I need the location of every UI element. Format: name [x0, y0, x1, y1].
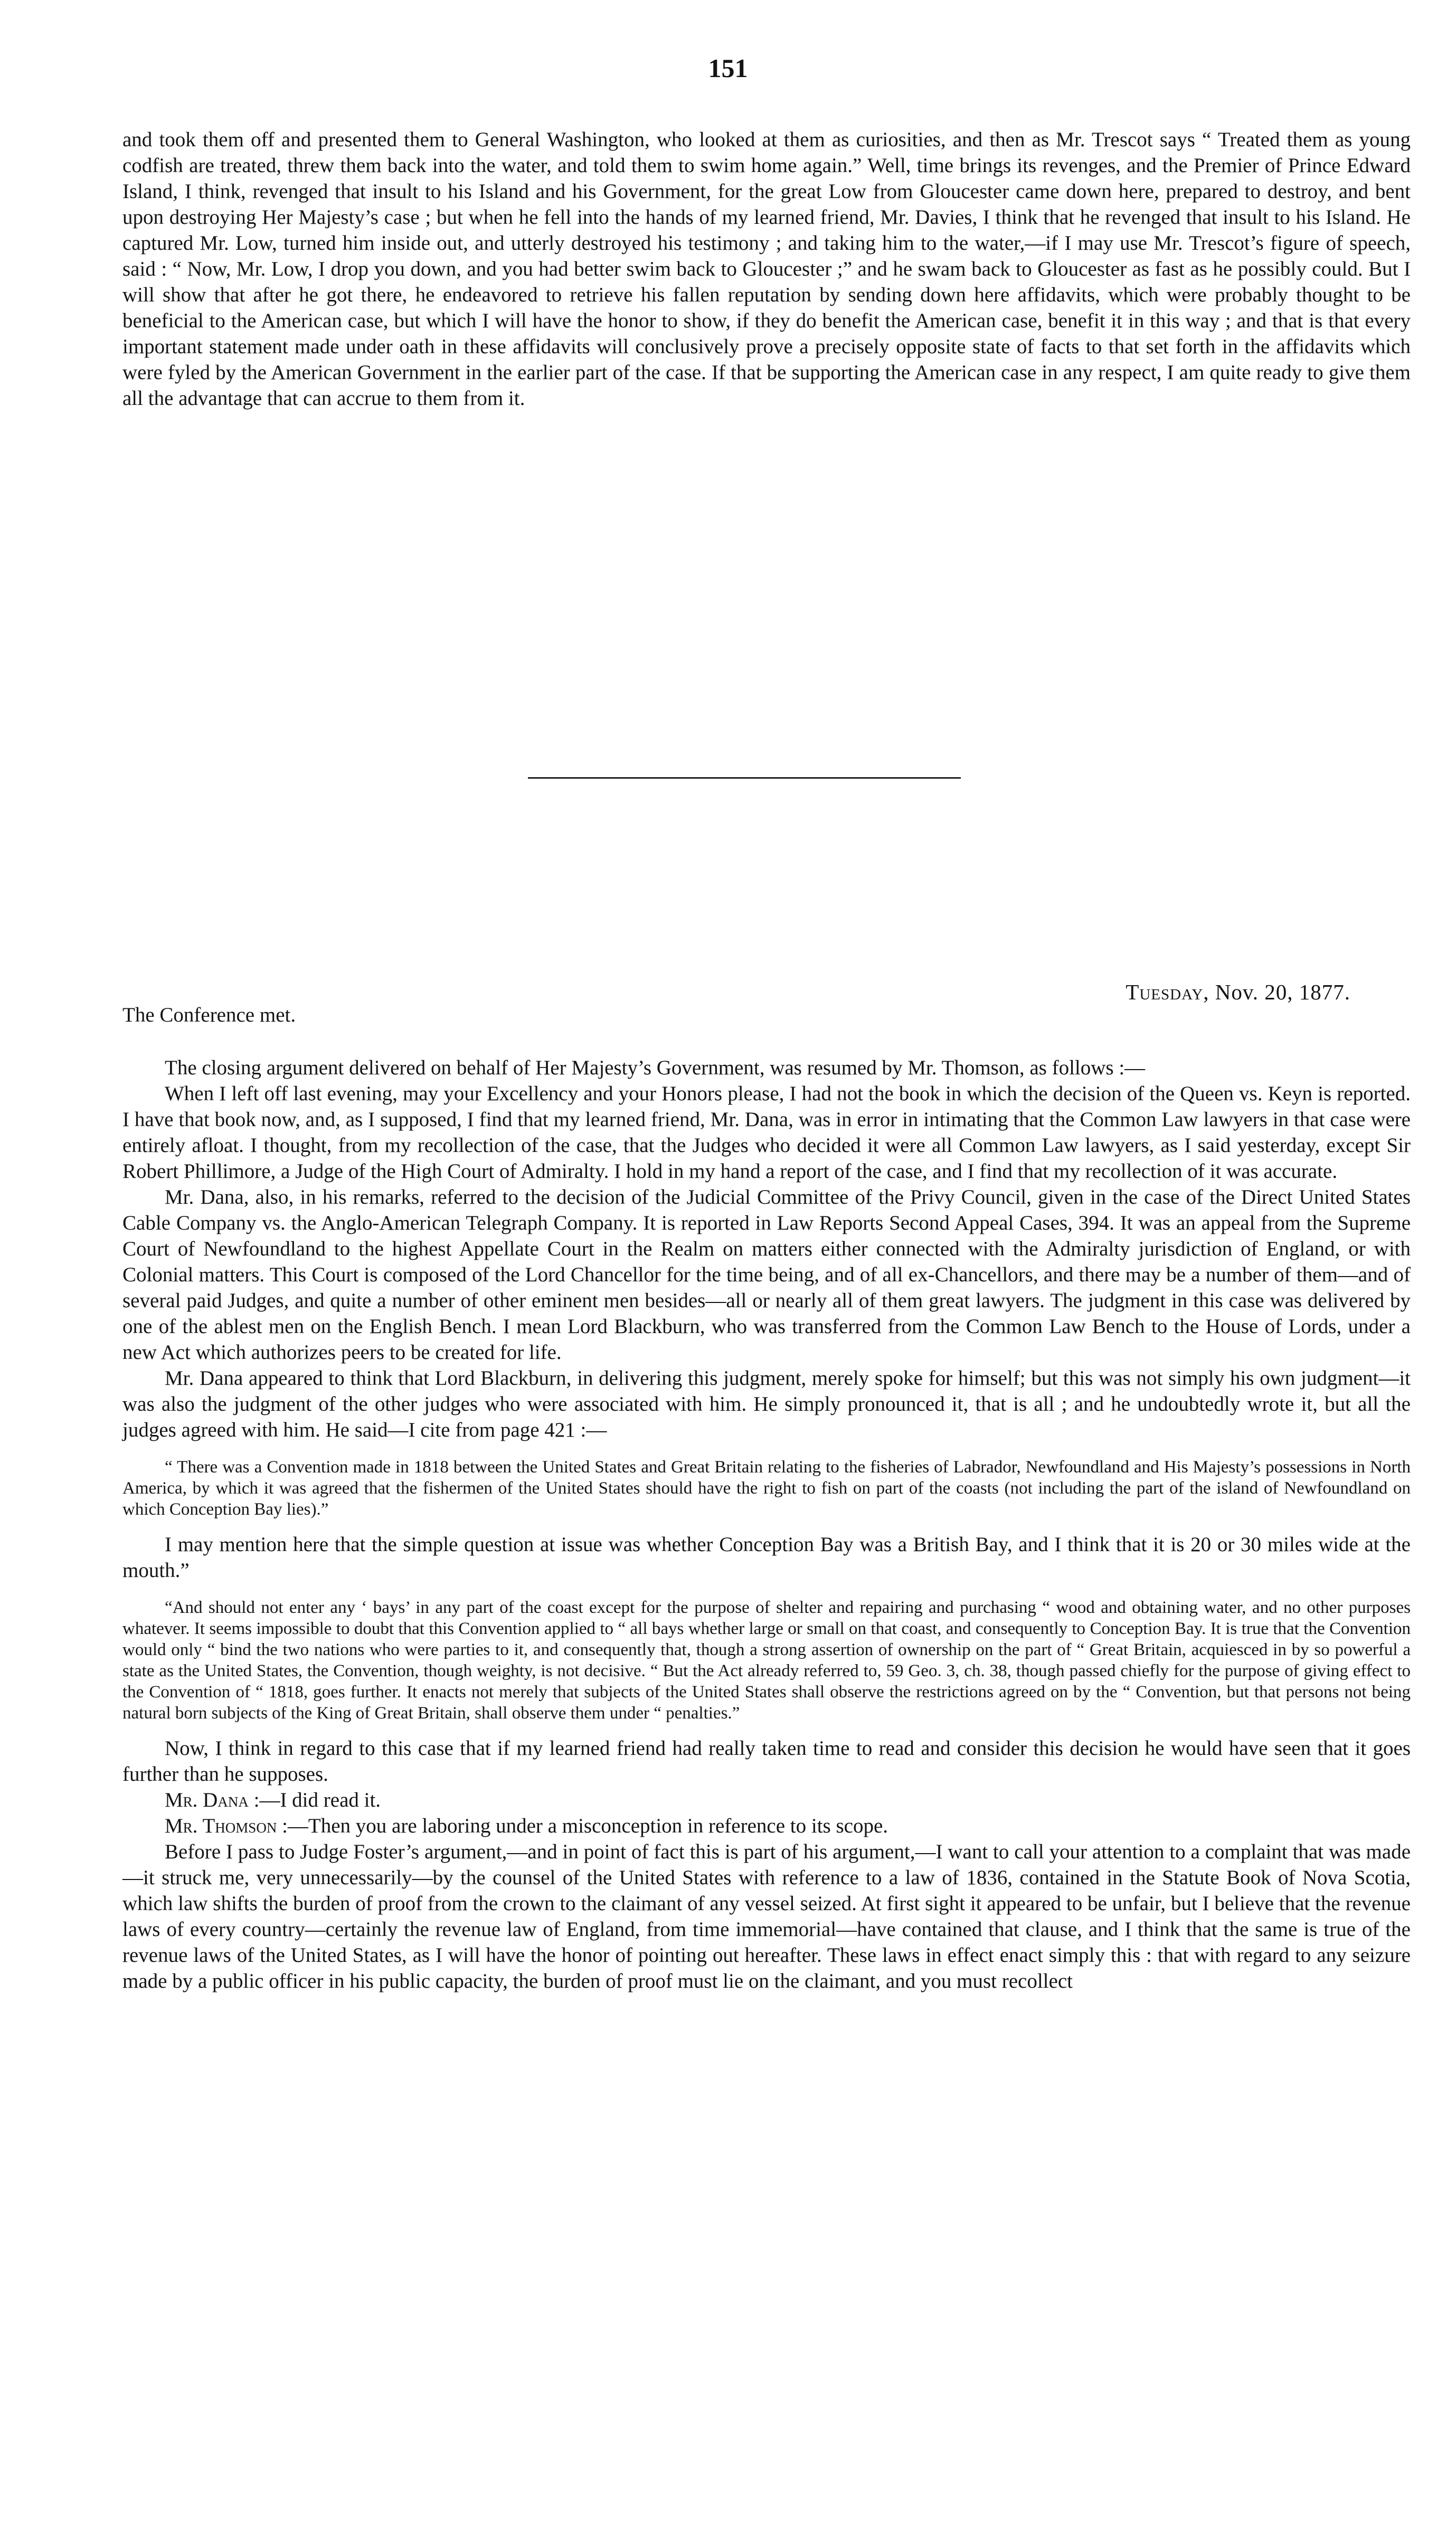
dateline — [1126, 979, 1350, 1005]
conference-met: The Conference met. — [122, 1004, 296, 1026]
speaker-name: Mr. Thomson — [165, 1815, 277, 1837]
block-quote: “And should not enter any ‘ bays’ in any part of the coast except for the purpose of shelter and repairing and purchasing “ wood and obtaining water, and no other purposes whatever. It seems impossible to doubt that this Convention applied to “ all bays whether large or small on that coast, and consequently to Conception Bay. It is true that the Convention would only “ bind the two nations who were parties to it, and consequently that, though a strong assertion of ownership on the part of “ Great Britain, acquiesced in by so powerful a state as the United States, the Convention, though weighty, is not decisive. “ But the Act already referred to, 59 Geo. 3, ch. 38, though passed chiefly for the purpose of giving effect to the Convention of “ 1818, goes further. It enacts not merely that subjects of the United States shall observe the restrictions agreed on by the “ Convention, but that persons not being natural born subjects of the King of Great Britain, shall observe them under “ penalties.” — [122, 1598, 1411, 1723]
speech-text: :—Then you are laboring under a misconception in reference to its scope. — [277, 1815, 888, 1837]
closing-argument — [122, 1055, 1411, 1994]
dateline-date: , Nov. 20, 1877. — [1203, 980, 1350, 1004]
dialogue-line — [122, 1813, 1411, 1839]
paragraph: Mr. Dana, also, in his remarks, referred to the decision of the Judicial Committee of the Privy Council, given in the case of the Direct United States Cable Company vs. the Anglo-American Telegraph Company. It is reported in Law Reports Second Appeal Cases, 394. It was an appeal from the Supreme Court of Newfoundland to the highest Appellate Court in the Realm on matters either connected with the Admiralty jurisdiction of England, or with Colonial matters. This Court is composed of the Lord Chancellor for the time being, and of all ex-Chancellors, and there may be a number of them—and of several paid Judges, and quite a number of other eminent men besides—all or nearly all of them great lawyers. The judgment in this case was delivered by one of the ablest men on the English Bench. I mean Lord Blackburn, who was transferred from the Common Law Bench to the House of Lords, under a new Act which authorizes peers to be created for life. — [122, 1186, 1411, 1364]
speech-text: :—I did read it. — [248, 1789, 381, 1811]
page-number: 151 — [708, 53, 748, 83]
speaker-name: Mr. Dana — [165, 1789, 249, 1811]
paragraph: When I left off last evening, may your Excellency and your Honors please, I had not the book in which the decision of the Queen vs. Keyn is reported. I have that book now, and, as I supposed, I find that my learned friend, Mr. Dana, was in error in intimating that the Common Law lawyers in that case were entirely afloat. I thought, from my recollection of the case, that the Judges who decided it were all Common Law lawyers, as I said yesterday, except Sir Robert Phillimore, a Judge of the High Court of Admiralty. I hold in my hand a report of the case, and I find that my recollection of it was accurate. — [122, 1082, 1411, 1183]
paragraph: Mr. Dana appeared to think that Lord Blackburn, in delivering this judgment, merely spoke for himself; but this was not simply his own judgment—it was also the judgment of the other judges who were associated with him. He simply pronounced it, that is all ; and he undoubtedly wrote it, but all the judges agreed with him. He said—I cite from page 421 :— — [122, 1367, 1411, 1441]
paragraph: Before I pass to Judge Foster’s argument,—and in point of fact this is part of his argument,—I want to call your attention to a complaint that was made—it struck me, very unnecessarily—by the counsel of the United States with reference to a law of 1836, contained in the Statute Book of Nova Scotia, which law shifts the burden of proof from the crown to the claimant of any vessel seized. At first sight it appeared to be unfair, but I believe that the revenue laws of every country—certainly the revenue law of England, from time immemorial—have contained that clause, and I think that the same is true of the revenue laws of the United States, as I will have the honor of pointing out hereafter. These laws in effect enact simply this : that with regard to any seizure made by a public officer in his public capacity, the burden of proof must lie on the claimant, and you must recollect — [122, 1840, 1411, 1992]
section-divider — [528, 777, 961, 779]
block-quote: “ There was a Convention made in 1818 between the United States and Great Britain relating to the fisheries of Labrador, Newfoundland and His Majesty’s possessions in North America, by which it was agreed that the fishermen of the United States should have the right to fish on part of the coasts (not including the part of the island of Newfoundland on which Conception Bay lies).” — [122, 1458, 1411, 1519]
continued-argument — [122, 127, 1411, 411]
paragraph: Now, I think in regard to this case that if my learned friend had really taken time to read and consider this decision he would have seen that it goes further than he supposes. — [122, 1737, 1411, 1786]
paragraph: I may mention here that the simple question at issue was whether Conception Bay was a British Bay, and I think that it is 20 or 30 miles wide at the mouth.” — [122, 1533, 1411, 1582]
dateline-day: Tuesday — [1126, 980, 1204, 1004]
dialogue-line — [122, 1787, 1411, 1813]
intro-paragraph: The closing argument delivered on behalf of Her Majesty’s Government, was resumed by Mr. Thomson, as follows :— — [165, 1056, 1146, 1079]
paragraph: and took them off and presented them to General Washington, who looked at them as curiosities, and then as Mr. Trescot says “ Treated them as young codfish are treated, threw them back into the water, and told them to swim home again.” Well, time brings its revenges, and the Premier of Prince Edward Island, I think, revenged that insult to his Island and his Government, for the great Low from Gloucester came down here, prepared to destroy, and bent upon destroying Her Majesty’s case ; but when he fell into the hands of my learned friend, Mr. Davies, I think that he revenged that insult to his Island. He captured Mr. Low, turned him inside out, and utterly destroyed his testimony ; and taking him to the water,—if I may use Mr. Trescot’s figure of speech, said : “ Now, Mr. Low, I drop you down, and you had better swim back to Gloucester ;” and he swam back to Gloucester as fast as he possibly could. But I will show that after he got there, he endeavored to retrieve his fallen reputation by sending down here affidavits, which were probably thought to be beneficial to the American case, but which I will have the honor to show, if they do benefit the American case, benefit it in this way ; and that is that every important statement made under oath in these affidavits will conclusively prove a precisely opposite state of facts to that set forth in the affidavits which were fyled by the American Government in the earlier part of the case. If that be supporting the American case in any respect, I am quite ready to give them all the advantage that can accrue to them from it. — [122, 128, 1411, 410]
